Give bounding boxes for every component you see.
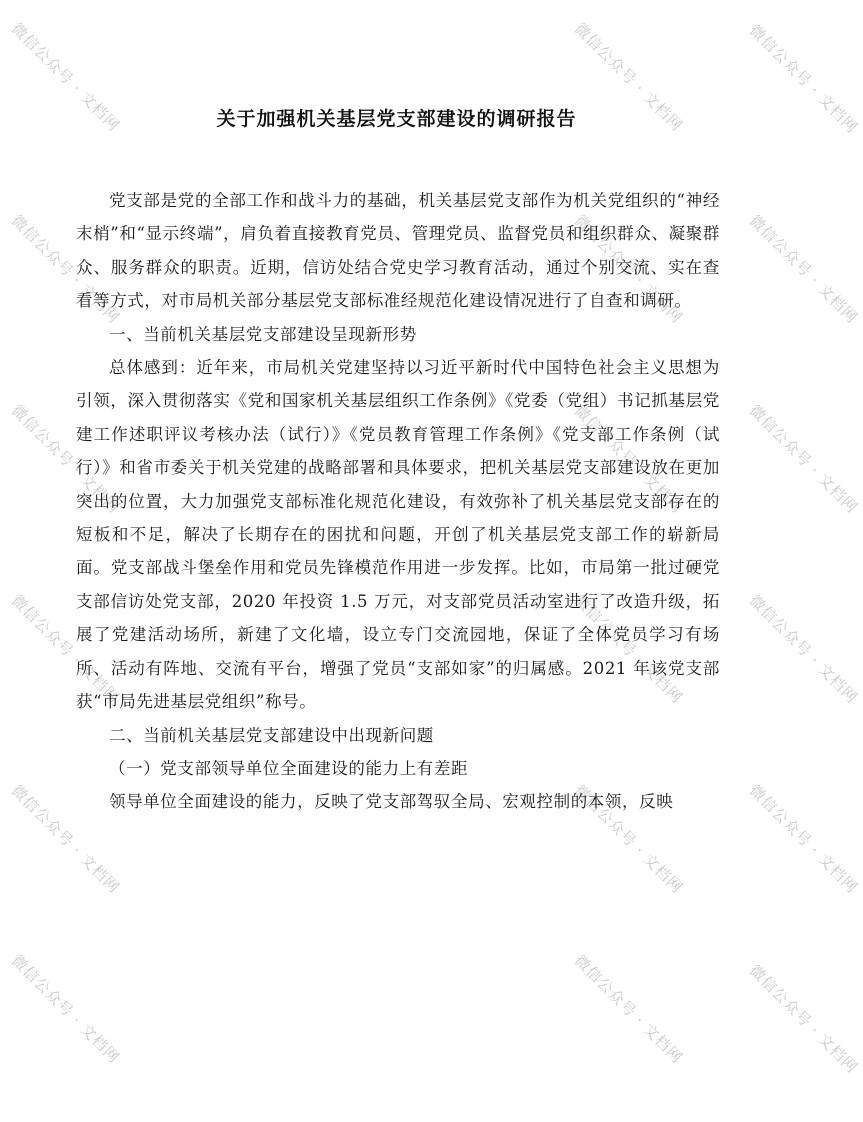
section-heading-2: 二、当前机关基层党支部建设中出现新问题: [109, 725, 434, 745]
document-body: [76, 184, 720, 819]
watermark: 微信公众号 · 文档网: [745, 21, 862, 137]
subsection-heading-1: （一）党支部领导单位全面建设的能力上有差距: [109, 758, 469, 778]
watermark: 微信公众号 · 文档网: [7, 591, 124, 707]
watermark: 微信公众号 · 文档网: [7, 211, 124, 327]
watermark: 微信公众号 · 文档网: [745, 211, 862, 327]
watermark: 微信公众号 · 文档网: [570, 401, 687, 517]
watermark: 微信公众号 · 文档网: [745, 401, 862, 517]
watermark: 微信公众号 · 文档网: [745, 781, 862, 897]
document-title: 关于加强机关基层党支部建设的调研报告: [216, 108, 577, 130]
watermark: 微信公众号 · 文档网: [7, 951, 124, 1067]
paragraph-leadership: 领导单位全面建设的能力，反映了党支部驾驭全局、宏观控制的本领，反映: [109, 792, 674, 812]
watermark: 微信公众号 · 文档网: [745, 961, 862, 1077]
watermark: 微信公众号 · 文档网: [570, 211, 687, 327]
watermark: 微信公众号 · 文档网: [7, 781, 124, 897]
watermark: 微信公众号 · 文档网: [570, 19, 687, 135]
watermark: 微信公众号 · 文档网: [570, 591, 687, 707]
watermark: 微信公众号 · 文档网: [745, 591, 862, 707]
watermark: 微信公众号 · 文档网: [570, 951, 687, 1067]
paragraph-overview: 总体感到：近年来，市局机关党建坚持以习近平新时代中国特色社会主义思想为引领，深入贯彻落实《党和国家机关基层组织工作条例》《党委（党组）书记抓基层党建工作述职评议考核办法（试行）》《党员教育管理工作条例》《党支部工作条例（试行）》和省市委关于机关党建的战略部署和具体要求，把机关基层党支部建设放在更加突出的位置，大力加强党支部标准化规范化建设，有效弥补了机关基层党支部存在的短板和不足，解决了长期存在的困扰和问题，开创了机关基层党支部工作的崭新局面。党支部战斗堡垒作用和党员先锋模范作用进一步发挥。比如，市局第一批过硬党支部信访处党支部，2020 年投资 1.5 万元，对支部党员活动室进行了改造升级，拓展了党建活动场所，新建了文化墙，设立专门交流园地，保证了全体党员学习有场所、活动有阵地、交流有平台，增强了党员“支部如家”的归属感。2021 年该党支部获“市局先进基层党组织”称号。: [76, 358, 720, 712]
section-heading-1: 一、当前机关基层党支部建设呈现新形势: [109, 324, 417, 344]
watermark: 微信公众号 · 文档网: [7, 401, 124, 517]
paragraph-intro: 党支部是党的全部工作和战斗力的基础，机关基层党支部作为机关党组织的“神经末梢”和“显示终端”，肩负着直接教育党员、管理党员、监督党员和组织群众、凝聚群众、服务群众的职责。近期，信访处结合党史学习教育活动，通过个别交流、实在查看等方式，对市局机关部分基层党支部标准经规范化建设情况进行了自查和调研。: [76, 191, 720, 311]
watermark: 微信公众号 · 文档网: [570, 781, 687, 897]
watermark: 微信公众号 · 文档网: [7, 19, 124, 135]
